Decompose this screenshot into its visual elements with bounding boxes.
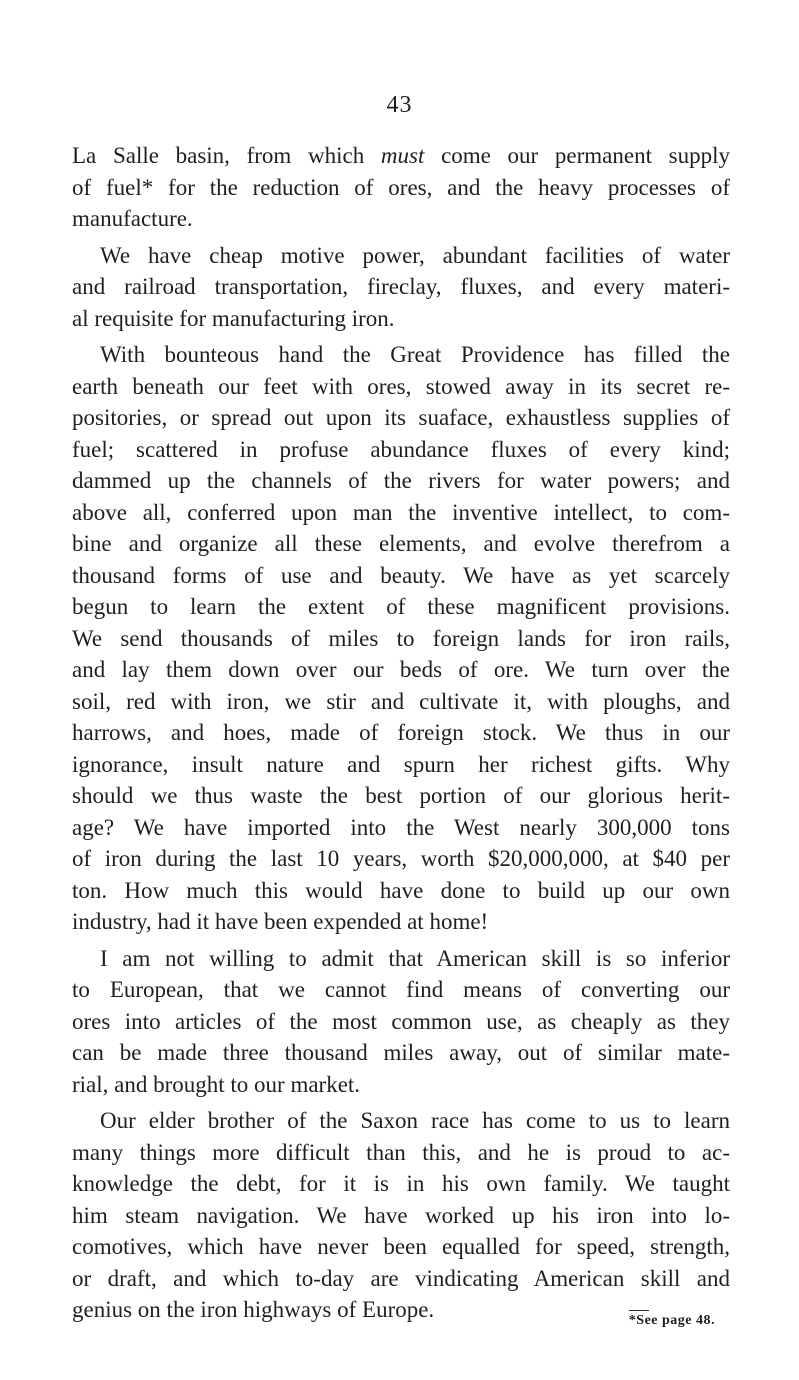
paragraph bbox=[72, 140, 730, 235]
text-line: and railroad transportation, fireclay, fluxes, and every materi- bbox=[72, 274, 730, 299]
footnote bbox=[629, 1310, 715, 1329]
text-line: genius on the iron highways of Europe. bbox=[72, 1297, 435, 1322]
text-line: to European, that we cannot find means of converting our bbox=[72, 977, 730, 1002]
text-line: soil, red with iron, we stir and cultivate it, with ploughs, and bbox=[72, 688, 730, 714]
body-text bbox=[72, 140, 730, 1331]
text-line: age? We have imported into the West nearly 300,000 tons bbox=[72, 814, 730, 840]
text-line: and lay them down over our beds of ore. We turn over the bbox=[72, 657, 730, 682]
text-line: knowledge the debt, for it is in his own family. We taught bbox=[72, 1171, 730, 1196]
footnote-rule bbox=[629, 1310, 649, 1311]
paragraph bbox=[72, 240, 730, 335]
text-line: many things more difficult than this, and he is proud to ac- bbox=[72, 1139, 730, 1165]
text-line: manufacture. bbox=[72, 206, 193, 231]
text-line: rial, and brought to our market. bbox=[72, 1071, 361, 1097]
text-line: With bounteous hand the Great Providence has filled the bbox=[100, 342, 730, 367]
text-line: positories, or spread out upon its suaface, exhaustless supplies of bbox=[72, 405, 730, 430]
text-line: La Salle basin, from which must come our permanent supply bbox=[72, 143, 731, 168]
text-line: industry, had it have been expended at home! bbox=[72, 909, 489, 934]
text-line: ton. How much this would have done to build up our own bbox=[72, 877, 730, 903]
text-line: dammed up the channels of the rivers for water powers; and bbox=[72, 468, 730, 493]
text-line: above all, conferred upon man the inventive intellect, to com- bbox=[72, 499, 730, 525]
text-line: thousand forms of use and beauty. We have as yet scarcely bbox=[72, 562, 730, 588]
text-line: We send thousands of miles to foreign lands for iron rails, bbox=[72, 625, 730, 651]
text-line: of fuel* for the reduction of ores, and the heavy processes of bbox=[72, 174, 730, 200]
footnote-text: *See page 48. bbox=[628, 1313, 715, 1328]
text-line: ores into articles of the most common use, as cheaply as they bbox=[72, 1008, 730, 1034]
text-line: We have cheap motive power, abundant facilities of water bbox=[100, 242, 730, 268]
paragraph bbox=[72, 943, 730, 1101]
text-line: or draft, and which to-day are vindicating American skill and bbox=[72, 1265, 730, 1291]
text-line: fuel; scattered in profuse abundance fluxes of every kind; bbox=[72, 436, 730, 462]
text-line: comotives, which have never been equalled for speed, strength, bbox=[72, 1234, 730, 1259]
text-line: bine and organize all these elements, and evolve therefrom a bbox=[72, 531, 730, 556]
text-line: Our elder brother of the Saxon race has come to us to learn bbox=[100, 1108, 730, 1133]
text-line: ignorance, insult nature and spurn her richest gifts. Why bbox=[72, 751, 730, 777]
text-line: of iron during the last 10 years, worth $20,000,000, at $40 per bbox=[72, 846, 730, 871]
text-line: harrows, and hoes, made of foreign stock. We thus in our bbox=[72, 720, 730, 745]
text-line: him steam navigation. We have worked up his iron into lo- bbox=[72, 1202, 730, 1228]
paragraph bbox=[72, 1105, 730, 1326]
text-line: al requisite for manufacturing iron. bbox=[72, 305, 395, 331]
text-line: begun to learn the extent of these magnificent provisions. bbox=[72, 594, 730, 619]
text-line: can be made three thousand miles away, out of similar mate- bbox=[72, 1040, 730, 1065]
text-line: I am not willing to admit that American skill is so inferior bbox=[100, 945, 730, 971]
paragraph bbox=[72, 339, 730, 938]
text-line: earth beneath our feet with ores, stowed away in its secret re- bbox=[72, 373, 730, 399]
text-line: should we thus waste the best portion of our glorious herit- bbox=[72, 783, 730, 808]
page-number: 43 bbox=[386, 92, 413, 118]
